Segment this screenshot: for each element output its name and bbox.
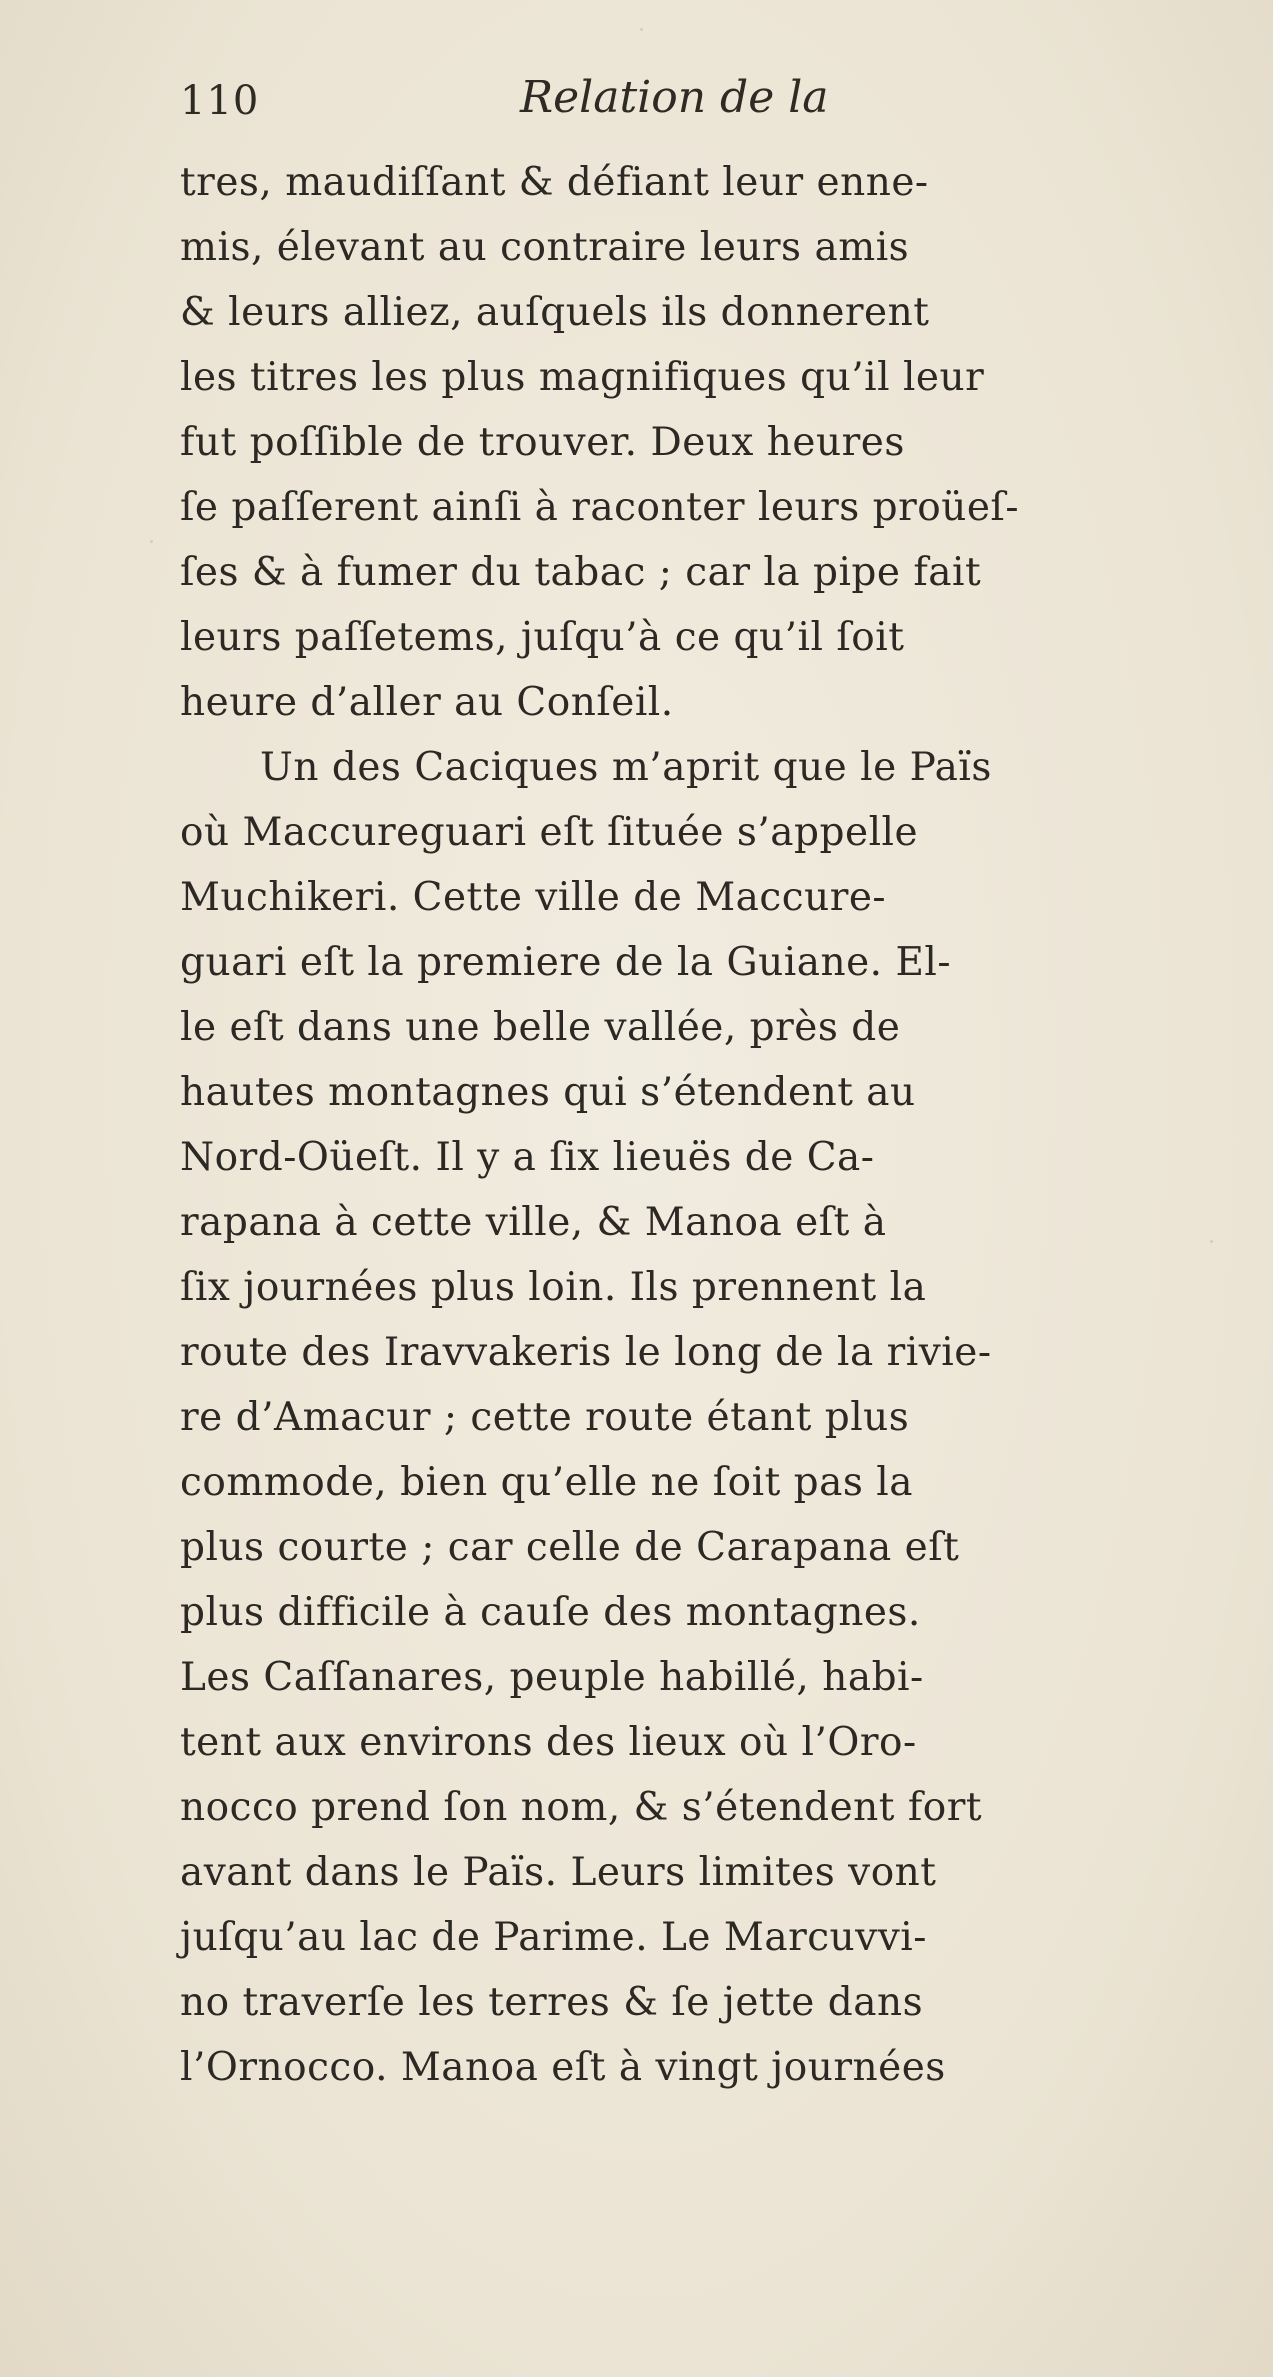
paragraph-start-line: Un des Caciques m’aprit que le Païs [260, 745, 992, 790]
text-line: mis, élevant au contraire leurs amis [180, 225, 910, 270]
text-line: heure d’aller au Conſeil. [180, 680, 674, 725]
text-line: Muchikeri. Cette ville de Maccure- [180, 875, 887, 920]
text-line: rapana à cette ville, & Manoa eſt à [180, 1200, 887, 1245]
text-line: avant dans le Païs. Leurs limites vont [180, 1850, 937, 1895]
paper-speck [640, 28, 643, 31]
paper-speck [1210, 1240, 1213, 1243]
running-title: Relation de la [520, 72, 829, 123]
text-line: fut poſſible de trouver. Deux heures [180, 420, 905, 465]
text-line: plus difficile à cauſe des montagnes. [180, 1590, 921, 1635]
text-line: Les Caſſanares, peuple habillé, habi- [180, 1655, 924, 1700]
paper-speck [150, 540, 153, 543]
text-line: le eſt dans une belle vallée, près de [180, 1005, 901, 1050]
page-header [180, 72, 1080, 138]
text-line: no traverſe les terres & ſe jette dans [180, 1980, 924, 2025]
text-line: Nord-Oüeſt. Il y a ſix lieuës de Ca- [180, 1135, 875, 1180]
text-line: & leurs alliez, auſquels ils donnerent [180, 290, 930, 335]
text-line: leurs paſſetems, juſqu’à ce qu’il ſoit [180, 615, 905, 660]
text-line: ſes & à fumer du tabac ; car la pipe fait [180, 550, 982, 595]
body-text [180, 150, 1190, 2100]
page-number: 110 [180, 78, 260, 124]
text-line: guari eſt la premiere de la Guiane. El- [180, 940, 952, 985]
text-line: tres, maudiſſant & défiant leur enne- [180, 160, 929, 205]
text-line: re d’Amacur ; cette route étant plus [180, 1395, 910, 1440]
text-line: tent aux environs des lieux où l’Oro- [180, 1720, 917, 1765]
text-line: l’Ornocco. Manoa eſt à vingt journées [180, 2045, 946, 2090]
text-line: nocco prend ſon nom, & s’étendent fort [180, 1785, 983, 1830]
text-line: route des Iravvakeris le long de la rivie- [180, 1330, 992, 1375]
text-line: les titres les plus magnifiques qu’il leur [180, 355, 985, 400]
text-line: ſix journées plus loin. Ils prennent la [180, 1265, 927, 1310]
text-line: où Maccureguari eſt ſituée s’appelle [180, 810, 919, 855]
text-line: ſe paſſerent ainſi à raconter leurs proüeſ- [180, 485, 1020, 530]
text-line: hautes montagnes qui s’étendent au [180, 1070, 916, 1115]
text-line: juſqu’au lac de Parime. Le Marcuvvi- [180, 1915, 927, 1960]
text-line: commode, bien qu’elle ne ſoit pas la [180, 1460, 914, 1505]
text-line: plus courte ; car celle de Carapana eſt [180, 1525, 960, 1570]
